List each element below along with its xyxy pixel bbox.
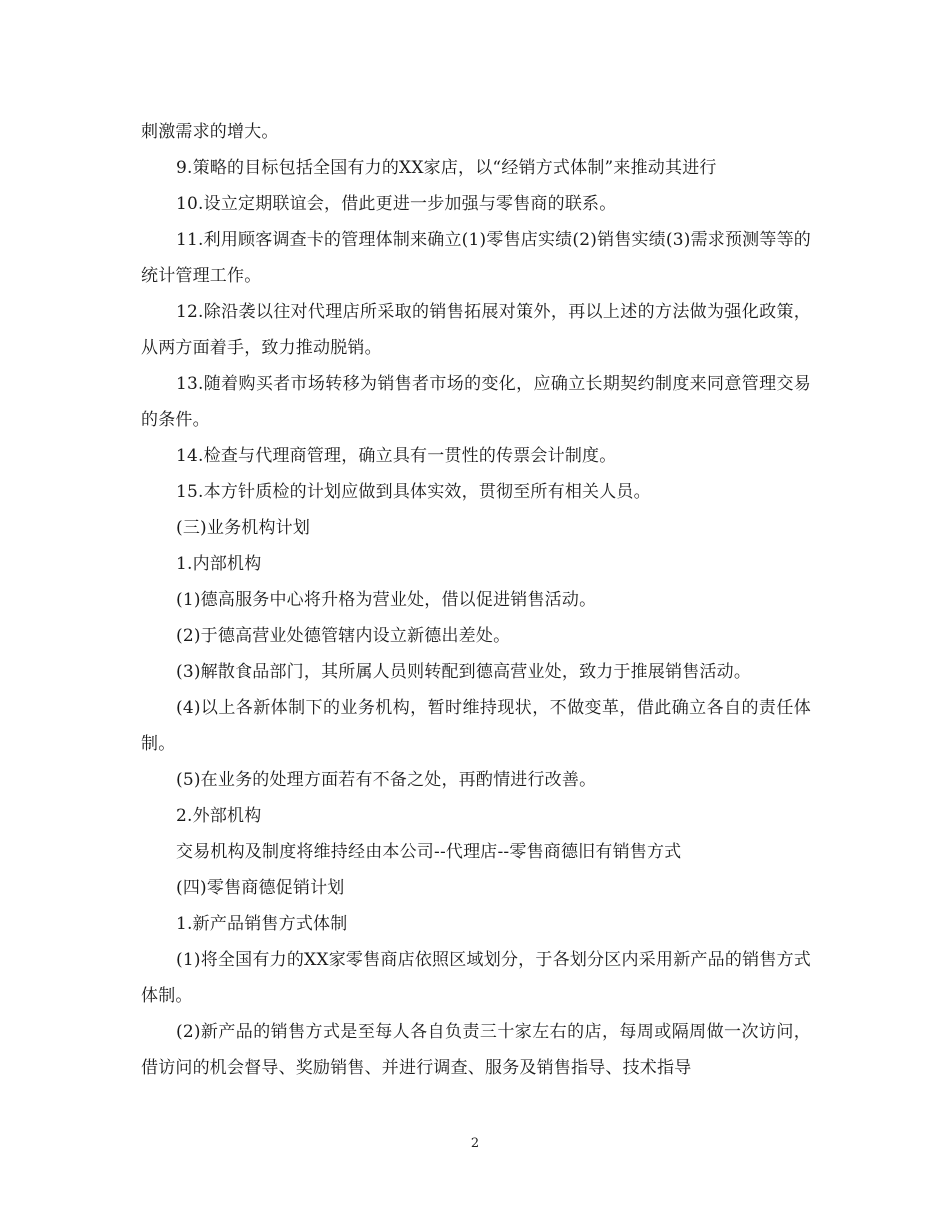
subsection-heading: 1.新产品销售方式体制 (176, 914, 348, 934)
paragraph: 15.本方针质检的计划应做到具体实效，贯彻至所有相关人员。 (176, 482, 651, 502)
list-item: (3)解散食品部门，其所属人员则转配到德高营业处，致力于推展销售活动。 (176, 662, 752, 682)
paragraph: 10.设立定期联谊会，借此更进一步加强与零售商的联系。 (176, 194, 617, 214)
list-item: (4)以上各新体制下的业务机构，暂时维持现状，不做变革，借此确立各自的责任体制。 (141, 698, 811, 754)
paragraph: 交易机构及制度将维持经由本公司--代理店--零售商德旧有销售方式 (176, 842, 682, 862)
paragraph: 12.除沿袭以往对代理店所采取的销售拓展对策外，再以上述的方法做为强化政策，从两方面着手，致力推动脱销。 (141, 302, 811, 358)
subsection-heading: 1.内部机构 (176, 554, 262, 574)
section-heading: (四)零售商德促销计划 (176, 878, 345, 898)
list-item: (2)新产品的销售方式是至每人各自负责三十家左右的店，每周或隔周做一次访问，借访问的机会督导、奖励销售、并进行调查、服务及销售指导、技术指导 (141, 1022, 811, 1078)
list-item: (1)德高服务中心将升格为营业处，借以促进销售活动。 (176, 590, 597, 610)
page-number: 2 (470, 1136, 480, 1151)
paragraph: 11.利用顾客调查卡的管理体制来确立(1)零售店实绩(2)销售实绩(3)需求预测等等的统计管理工作。 (141, 230, 811, 286)
paragraph: 14.检查与代理商管理，确立具有一贯性的传票会计制度。 (176, 446, 617, 466)
list-item: (5)在业务的处理方面若有不备之处，再酌情进行改善。 (176, 770, 597, 790)
paragraph: 13.随着购买者市场转移为销售者市场的变化，应确立长期契约制度来同意管理交易的条件。 (141, 374, 811, 430)
document-body (141, 114, 811, 1086)
section-heading: (三)业务机构计划 (176, 518, 311, 538)
list-item: (2)于德高营业处德管辖内设立新德出差处。 (176, 626, 511, 646)
paragraph: 刺激需求的增大。 (141, 122, 279, 142)
list-item: (1)将全国有力的XX家零售商店依照区域划分，于各划分区内采用新产品的销售方式体制。 (141, 950, 811, 1006)
paragraph: 9.策略的目标包括全国有力的XX家店，以“经销方式体制”来推动其进行 (176, 158, 717, 178)
subsection-heading: 2.外部机构 (176, 806, 262, 826)
